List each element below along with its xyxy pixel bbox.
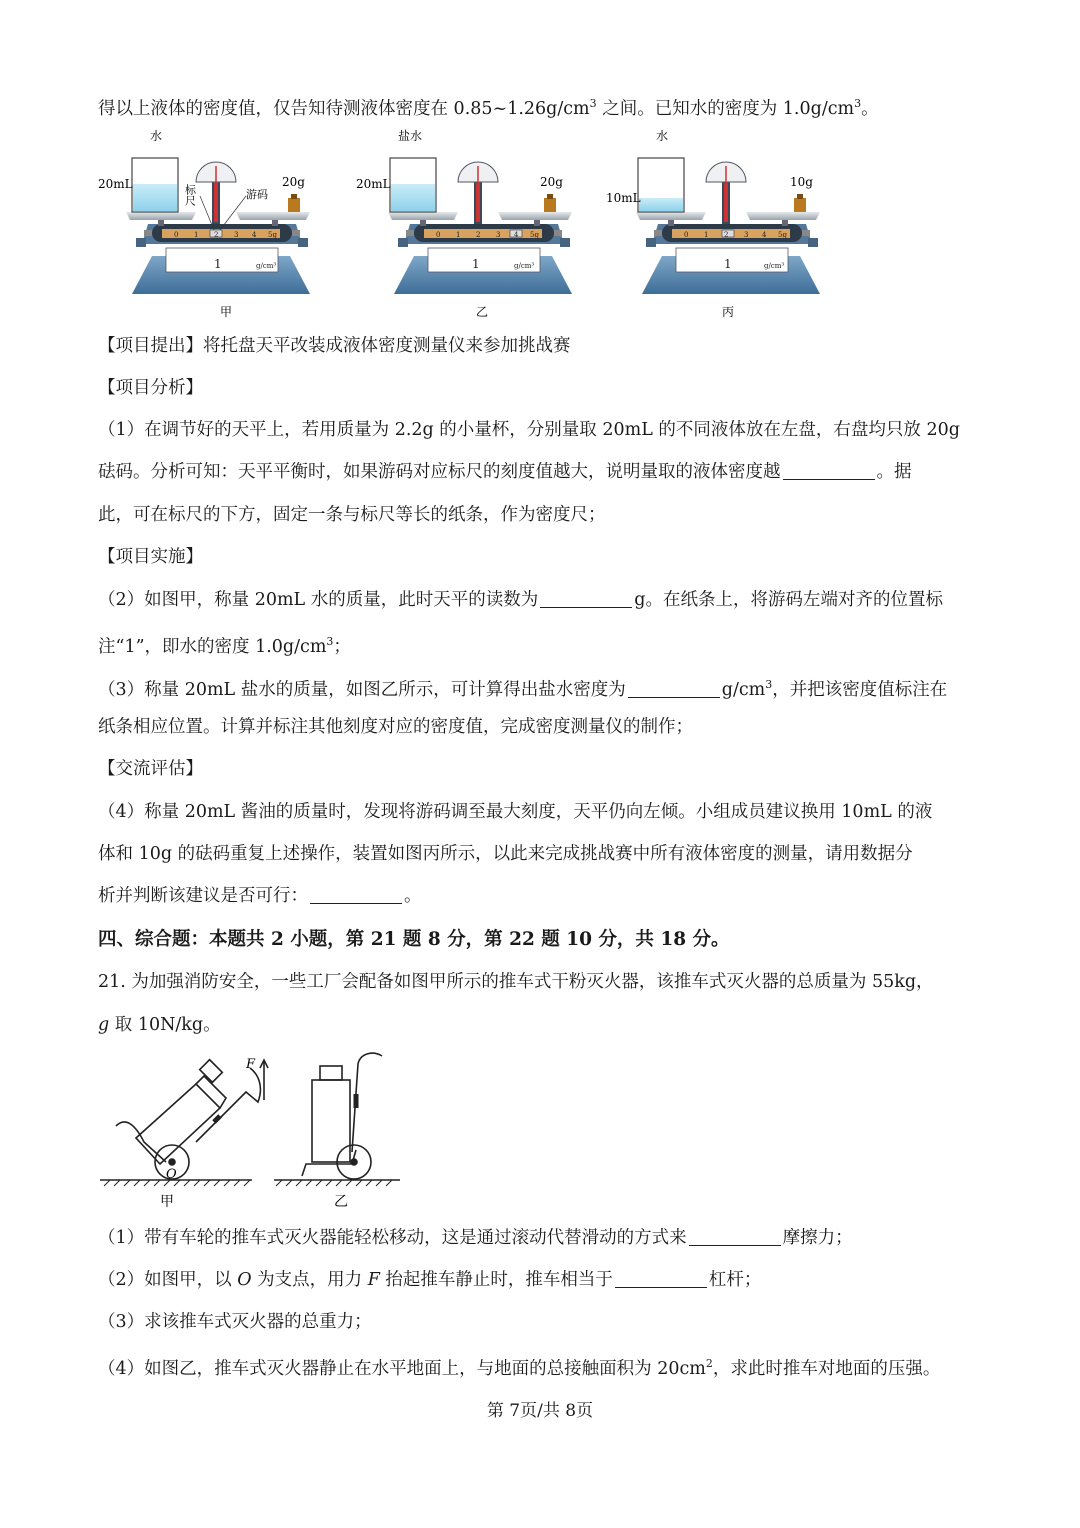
- balance-yi: [356, 128, 572, 319]
- svg-text:0: 0: [436, 231, 441, 239]
- yi-volume-label: 20mL: [356, 177, 391, 191]
- svg-text:g/cm³: g/cm³: [256, 262, 277, 270]
- cart-jia: [100, 1060, 268, 1186]
- section-propose: 【项目提出】将托盘天平改装成液体密度测量仪来参加挑战赛: [98, 336, 571, 356]
- p2-line: （2）如图甲，以 O 为支点，用力 F 抬起推车静止时，推车相当于 杠杆；: [98, 1270, 762, 1290]
- q1-line3: 此，可在标尺的下方，固定一条与标尺等长的纸条，作为密度尺；: [98, 505, 606, 525]
- q2-line2: 注“1”，即水的密度 $1.0g/cm^3$；: [98, 635, 351, 657]
- svg-text:1: 1: [194, 231, 199, 239]
- cart-caption-yi: 乙: [334, 1194, 348, 1210]
- svg-text:1: 1: [456, 231, 461, 239]
- page-footer: 第 7页/共 8页: [486, 1401, 594, 1421]
- svg-text:g/cm³: g/cm³: [764, 262, 785, 270]
- bing-volume-label: 10mL: [606, 191, 641, 205]
- svg-text:5g: 5g: [268, 231, 277, 239]
- svg-text:4: 4: [762, 231, 767, 239]
- svg-text:2: 2: [724, 231, 729, 239]
- svg-text:1: 1: [724, 257, 732, 271]
- jia-weight-label: 20g: [282, 175, 305, 189]
- section-implement: 【项目实施】: [98, 547, 203, 567]
- section-evaluate: 【交流评估】: [98, 759, 203, 779]
- svg-text:0: 0: [174, 231, 179, 239]
- svg-text:3: 3: [744, 231, 749, 239]
- balance-bing: [606, 128, 820, 319]
- answer-blank[interactable]: [628, 679, 720, 698]
- answer-blank[interactable]: [540, 589, 632, 608]
- cart-caption-jia: 甲: [160, 1194, 174, 1210]
- cart-yi: [274, 1053, 400, 1186]
- q21-line2: g 取 10N/kg。: [98, 1015, 221, 1035]
- q1-line1: （1）在调节好的天平上，若用质量为 2.2g 的小量杯，分别量取 20mL 的不同液体放在左盘，右盘均只放 20g: [98, 420, 960, 440]
- svg-text:2: 2: [476, 231, 481, 239]
- q3-line2: 纸条相应位置。计算并标注其他刻度对应的密度值，完成密度测量仪的制作；: [98, 717, 693, 737]
- svg-text:1: 1: [214, 257, 222, 271]
- jia-liquid-label: 水: [150, 129, 163, 143]
- jia-caption: 甲: [220, 305, 233, 319]
- yi-liquid-label: 盐水: [398, 129, 423, 143]
- svg-text:3: 3: [496, 231, 501, 239]
- bing-caption: 丙: [722, 305, 735, 319]
- jia-scale-label: 标尺: [183, 184, 197, 206]
- svg-text:g/cm³: g/cm³: [514, 262, 535, 270]
- answer-blank[interactable]: [783, 461, 875, 480]
- jia-volume-label: 20mL: [98, 177, 133, 191]
- q3-line1: （3）称量 20mL 盐水的质量，如图乙所示，可计算得出盐水密度为 $g/cm^3$，并把该密度值标注在: [98, 678, 948, 700]
- q1-line2: 砝码。分析可知：天平平衡时，如果游码对应标尺的刻度值越大，说明量取的液体密度越 。据: [98, 462, 912, 482]
- svg-text:1: 1: [472, 257, 480, 271]
- svg-text:1: 1: [704, 231, 709, 239]
- jia-rider-label: 游码: [246, 188, 268, 201]
- p3-line: （3）求该推车式灭火器的总重力；: [98, 1312, 372, 1332]
- svg-text:5g: 5g: [530, 231, 539, 239]
- svg-text:4: 4: [252, 231, 257, 239]
- intro-line: 得以上液体的密度值，仅告知待测液体密度在 $0.85\sim 1.26g/cm^3$ 之间。已知水的密度为 $1.0g/cm^3$。: [98, 97, 879, 119]
- bing-weight-label: 10g: [790, 175, 813, 189]
- svg-text:4: 4: [514, 231, 519, 239]
- balance-figures: [96, 124, 856, 324]
- p1-line: （1）带有车轮的推车式灭火器能轻松移动，这是通过滚动代替滑动的方式来 摩擦力；: [98, 1228, 853, 1248]
- balance-jia: [98, 128, 310, 319]
- force-label: F: [246, 1057, 256, 1072]
- pivot-label: O: [166, 1167, 177, 1182]
- q21-line1: 21. 为加强消防安全，一些工厂会配备如图甲所示的推车式干粉灭火器，该推车式灭火器的总质量为 55kg，: [98, 972, 934, 992]
- answer-blank[interactable]: [689, 1227, 781, 1246]
- svg-text:5g: 5g: [778, 231, 787, 239]
- cart-figures: [96, 1046, 406, 1216]
- bing-liquid-label: 水: [656, 129, 669, 143]
- section-analysis: 【项目分析】: [98, 378, 203, 398]
- q4-line3: 析并判断该建议是否可行： 。: [98, 886, 422, 906]
- q2-line1: （2）如图甲，称量 20mL 水的质量，此时天平的读数为 g。在纸条上，将游码左端对齐的位置标: [98, 590, 943, 610]
- svg-text:2: 2: [214, 231, 219, 239]
- answer-blank[interactable]: [310, 885, 402, 904]
- p4-line: （4）如图乙，推车式灭火器静止在水平地面上，与地面的总接触面积为 $20cm^2$，求此时推车对地面的压强。: [98, 1357, 941, 1379]
- svg-text:3: 3: [234, 231, 239, 239]
- q4-line2: 体和 10g 的砝码重复上述操作，装置如图丙所示，以此来完成挑战赛中所有液体密度的测量，请用数据分: [98, 844, 913, 864]
- answer-blank[interactable]: [615, 1269, 707, 1288]
- yi-caption: 乙: [476, 305, 489, 319]
- q4-line1: （4）称量 20mL 酱油的质量时，发现将游码调至最大刻度，天平仍向左倾。小组成员建议换用 10mL 的液: [98, 802, 933, 822]
- yi-weight-label: 20g: [540, 175, 563, 189]
- svg-text:0: 0: [684, 231, 689, 239]
- section-four-heading: 四、综合题：本题共 2 小题，第 21 题 8 分，第 22 题 10 分，共 18 分。: [98, 929, 730, 950]
